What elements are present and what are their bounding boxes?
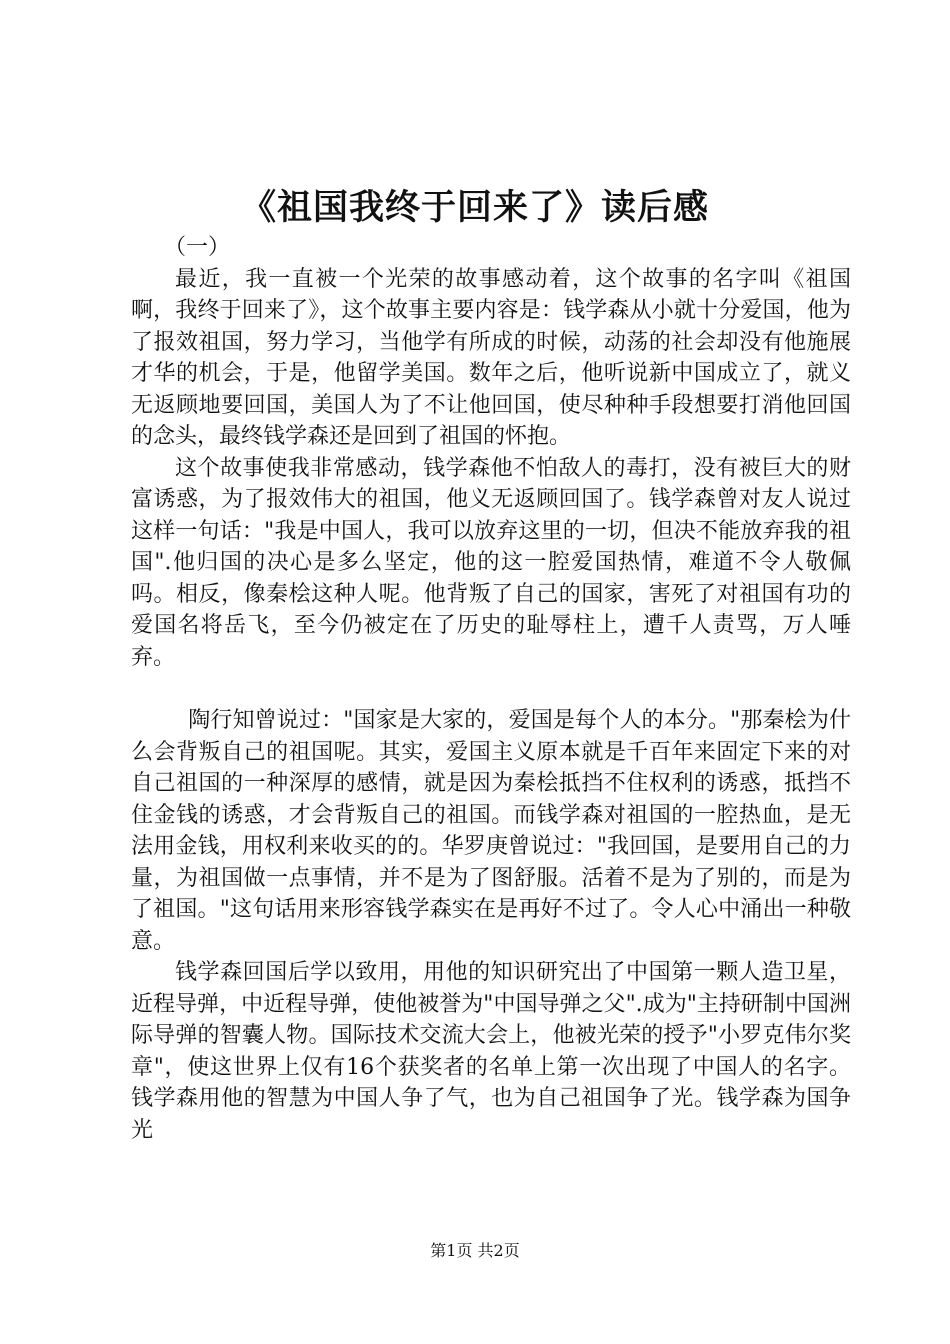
paragraph-2: 这个故事使我非常感动，钱学森他不怕敌人的毒打，没有被巨大的财富诱惑，为了报效伟大的祖国，他义无返顾回国了。钱学森曾对友人说过这样一句话："我是中国人，我可以放弃这里的一切，但决不能放弃我的祖国".他归国的决心是多么坚定，他的这一腔爱国热情，难道不令人敬佩吗。相反，像秦桧这种人呢。他背叛了自己的国家，害死了对祖国有功的爱国名将岳飞，至今仍被定在了历史的耻辱柱上，遭千人责骂，万人唾弃。 [131, 455, 851, 670]
document-title: 《祖国我终于回来了》读后感 [240, 187, 709, 228]
page-footer: 第1页 共2页 [430, 1241, 520, 1260]
document-body [131, 232, 851, 1146]
paragraph-spacer [131, 673, 851, 705]
paragraph-1: 最近，我一直被一个光荣的故事感动着，这个故事的名字叫《祖国啊，我终于回来了》，这个故事主要内容是：钱学森从小就十分爱国，他为了报效祖国，努力学习，当他学有所成的时候，动荡的社会却没有他施展才华的机会，于是，他留学美国。数年之后，他听说新中国成立了，就义无返顾地要回国，美国人为了不让他回国，使尽种种手段想要打消他回国的念头，最终钱学森还是回到了祖国的怀抱。 [131, 266, 851, 449]
section-marker: （一） [164, 235, 231, 260]
paragraph-4: 钱学森回国后学以致用，用他的知识研究出了中国第一颗人造卫星，近程导弹，中近程导弹，使他被誉为"中国导弹之父".成为"主持研制中国洲际导弹的智囊人物。国际技术交流大会上，他被光荣的授予"小罗克伟尔奖章"，使这世界上仅有16个获奖者的名单上第一次出现了中国人的名字。钱学森用他的智慧为中国人争了气，也为自己祖国争了光。钱学森为国争光 [131, 960, 851, 1143]
paragraph-3: 陶行知曾说过："国家是大家的，爱国是每个人的本分。"那秦桧为什么会背叛自己的祖国呢。其实，爱国主义原本就是千百年来固定下来的对自己祖国的一种深厚的感情，就是因为秦桧抵挡不住权利的诱惑，抵挡不住金钱的诱惑，才会背叛自己的祖国。而钱学森对祖国的一腔热血，是无法用金钱，用权利来收买的的。华罗庚曾说过："我回国，是要用自己的力量，为祖国做一点事情，并不是为了图舒服。活着不是为了别的，而是为了祖国。"这句话用来形容钱学森实在是再好不过了。令人心中涌出一种敬意。 [131, 708, 851, 954]
